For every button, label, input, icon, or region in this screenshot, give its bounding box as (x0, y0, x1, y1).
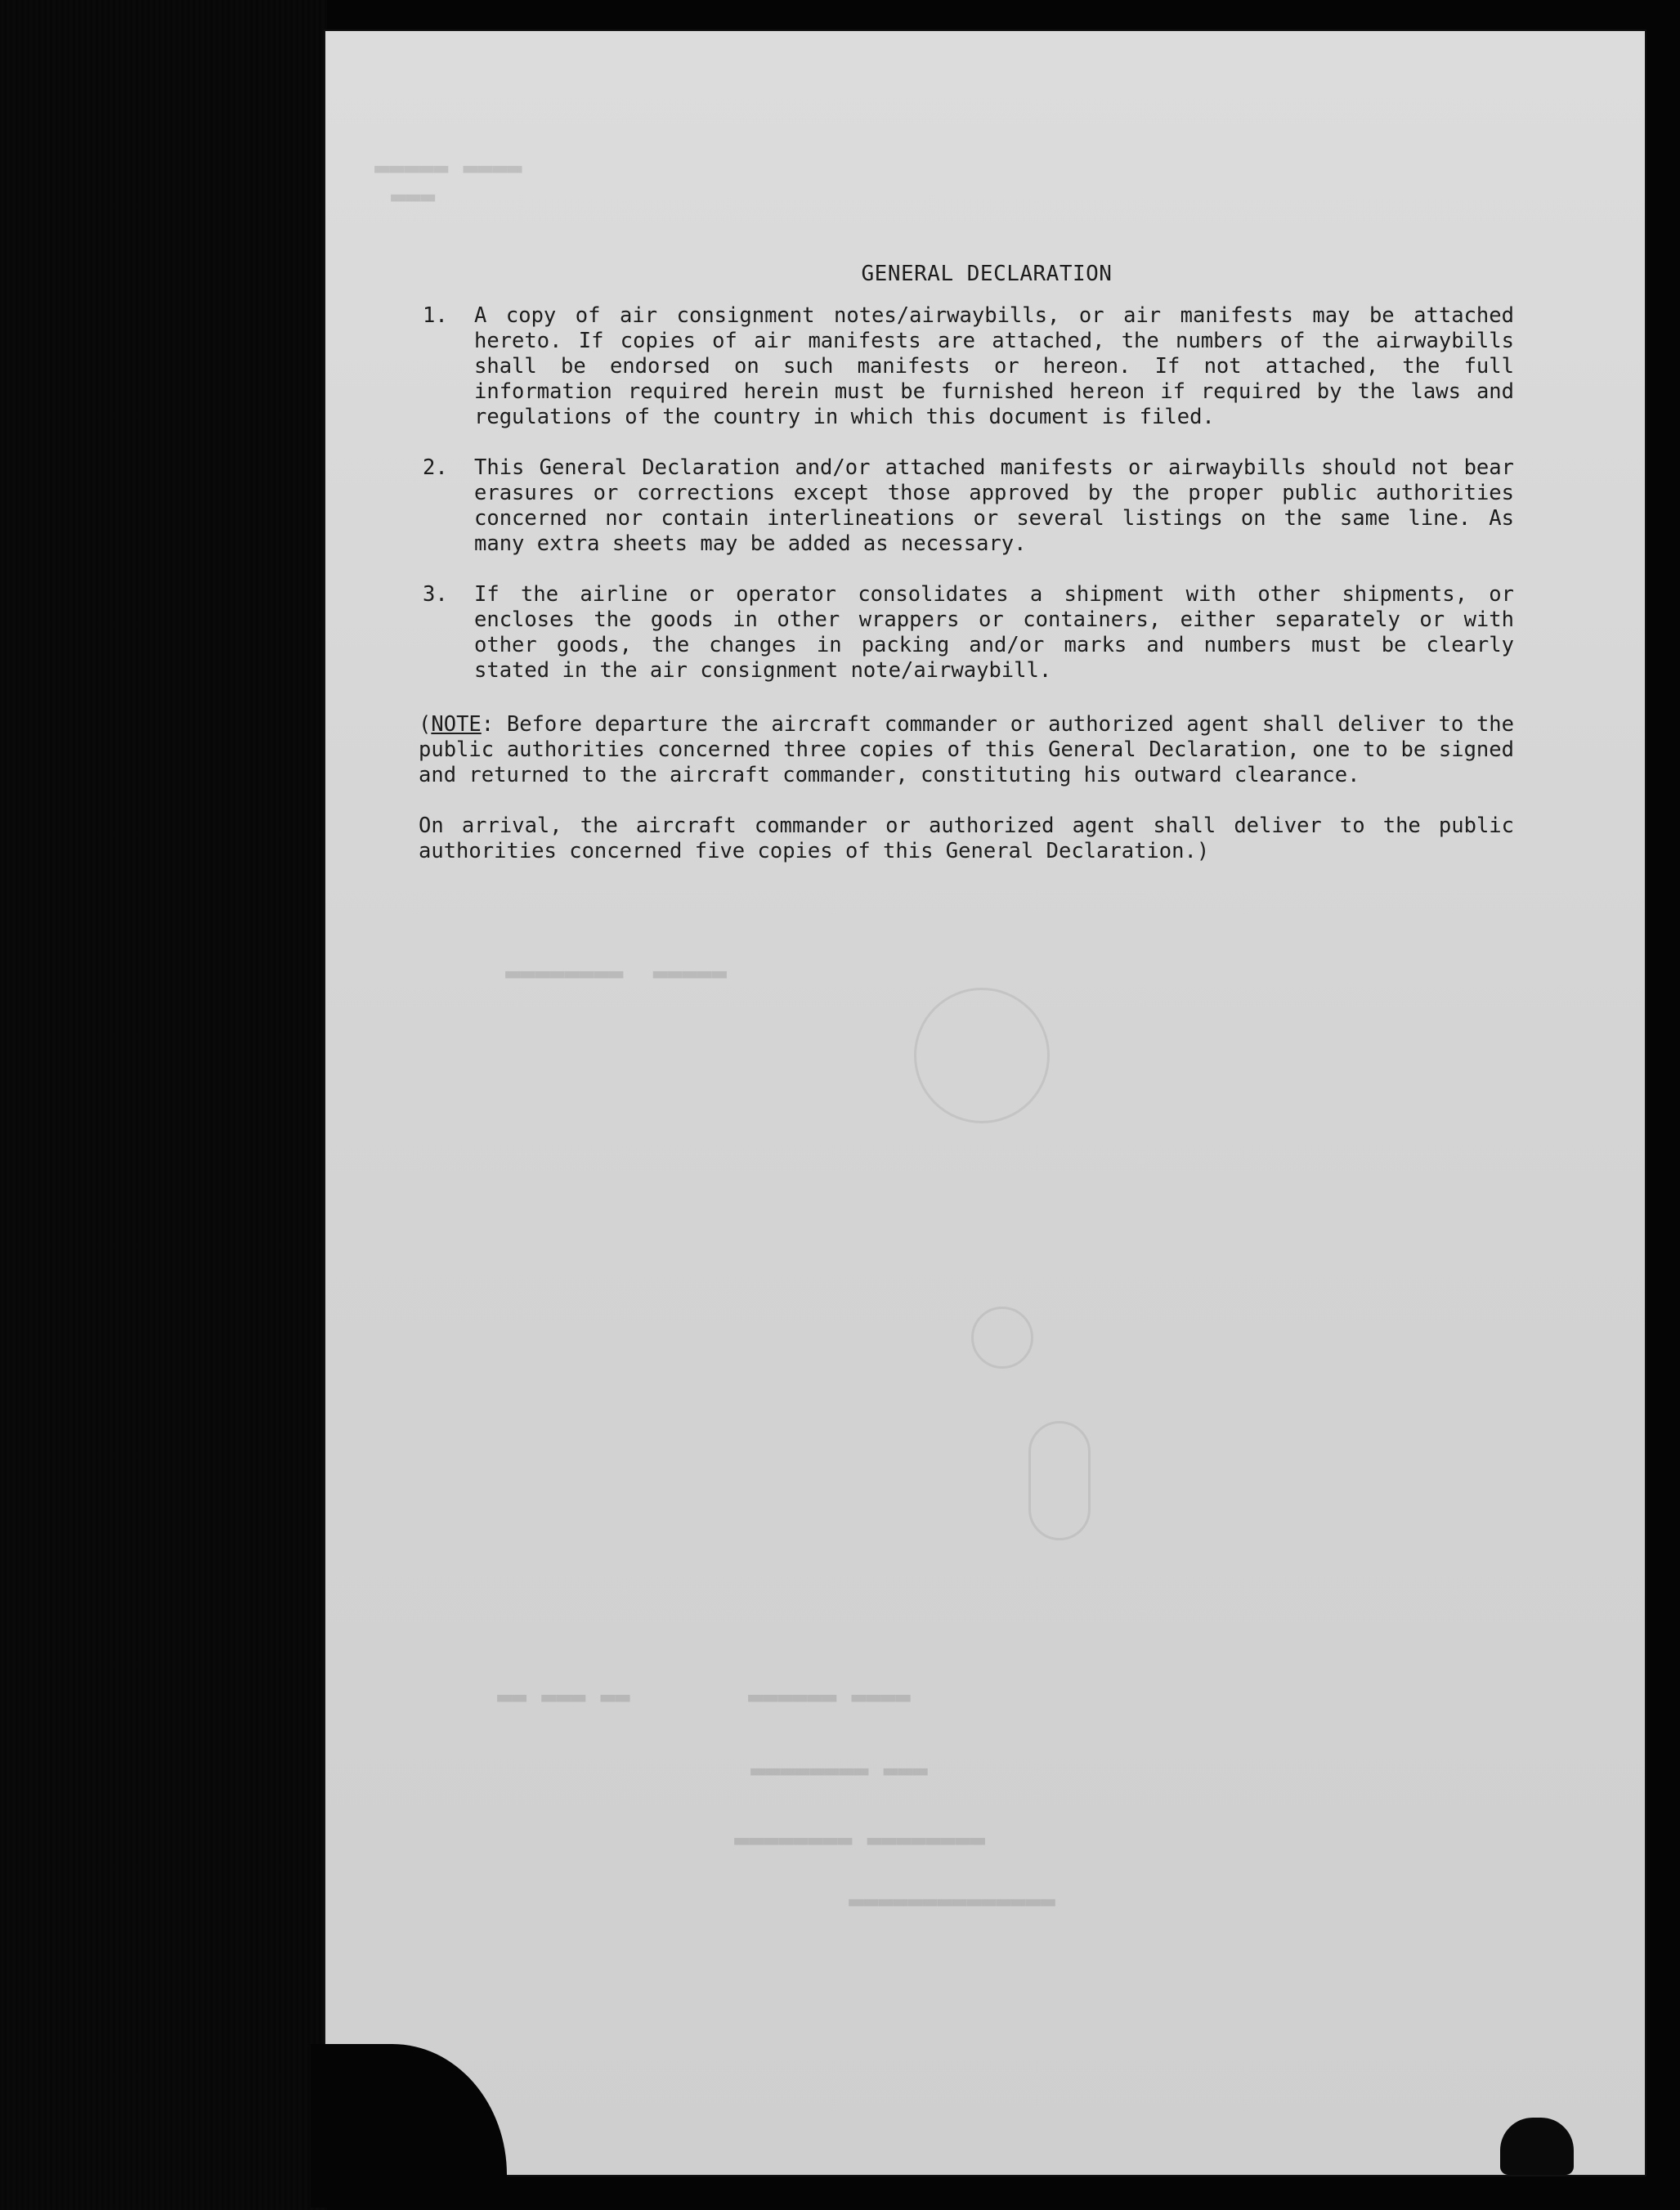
paragraph-number: 1. (423, 303, 448, 328)
note-text: : Before departure the aircraft commander or authorized agent shall deliver to the public authorities concerned three copies of this General Declaration, one to be signed and returned to the aircraft commander, constituting his outward clearance. (419, 712, 1514, 787)
numbered-paragraph (419, 455, 1514, 557)
numbered-paragraph (419, 582, 1514, 684)
bleed-through-mark: ▬▬▬ ▬▬▬▬▬▬▬▬ (750, 1756, 928, 1785)
bleed-through-mark: ▬▬▬ (391, 182, 436, 211)
note-paragraph (419, 712, 1514, 788)
scan-background (0, 0, 327, 2210)
note-open-paren: ( (419, 712, 432, 737)
paragraph-text: If the airline or operator consolidates a shipment with other shipments, or encloses the goods in other wrappers or containers, either separately or with other goods, the changes in packing and/or marks and numbers must be clearly stated in the air consignment note/airwaybill. (474, 582, 1514, 683)
faint-stamp-mark (914, 988, 1050, 1123)
document-title: GENERAL DECLARATION (861, 262, 1113, 286)
bleed-through-mark: ▬▬▬▬▬▬▬▬ ▬▬▬▬▬▬▬▬ (734, 1826, 986, 1854)
scan-shadow (1500, 2118, 1574, 2175)
paragraph-text: A copy of air consignment notes/airwaybills, or air manifests may be attached hereto. If copies of air manifests are attached, the numbers of the airwaybills shall be endorsed on such manifests or hereon. If not attached, the full information required herein must be furnished hereon if required by the laws and regulations of the country in which this document is filed. (474, 303, 1514, 429)
paragraph-text: This General Declaration and/or attached manifests or airwaybills should not bear erasures or corrections except those approved by the proper public authorities concerned nor contain interlineations or several listings on the same line. As many extra sheets may be added as necessary. (474, 455, 1514, 556)
bleed-through-mark: ▬▬▬▬▬ ▬▬▬▬▬▬▬▬ (505, 959, 727, 988)
document-body (419, 262, 1514, 864)
faint-stamp-mark (971, 1307, 1033, 1369)
bleed-through-mark: ▬▬▬▬ ▬▬▬▬▬ (374, 154, 522, 182)
arrival-paragraph: On arrival, the aircraft commander or authorized agent shall deliver to the public authorities concerned five copies of this General Declaration.) (419, 814, 1514, 863)
bleed-through-mark: ▬▬▬▬▬▬▬▬▬▬▬▬▬▬ (849, 1887, 1055, 1916)
numbered-paragraph (419, 303, 1514, 430)
faint-stamp-mark (1028, 1421, 1091, 1540)
bleed-through-mark: ▬▬▬▬ ▬▬▬▬▬▬ ▬▬ ▬▬▬ ▬▬ (497, 1683, 911, 1711)
note-label: NOTE (431, 712, 482, 737)
paragraph-number: 3. (423, 582, 448, 607)
paragraph-number: 2. (423, 455, 448, 480)
